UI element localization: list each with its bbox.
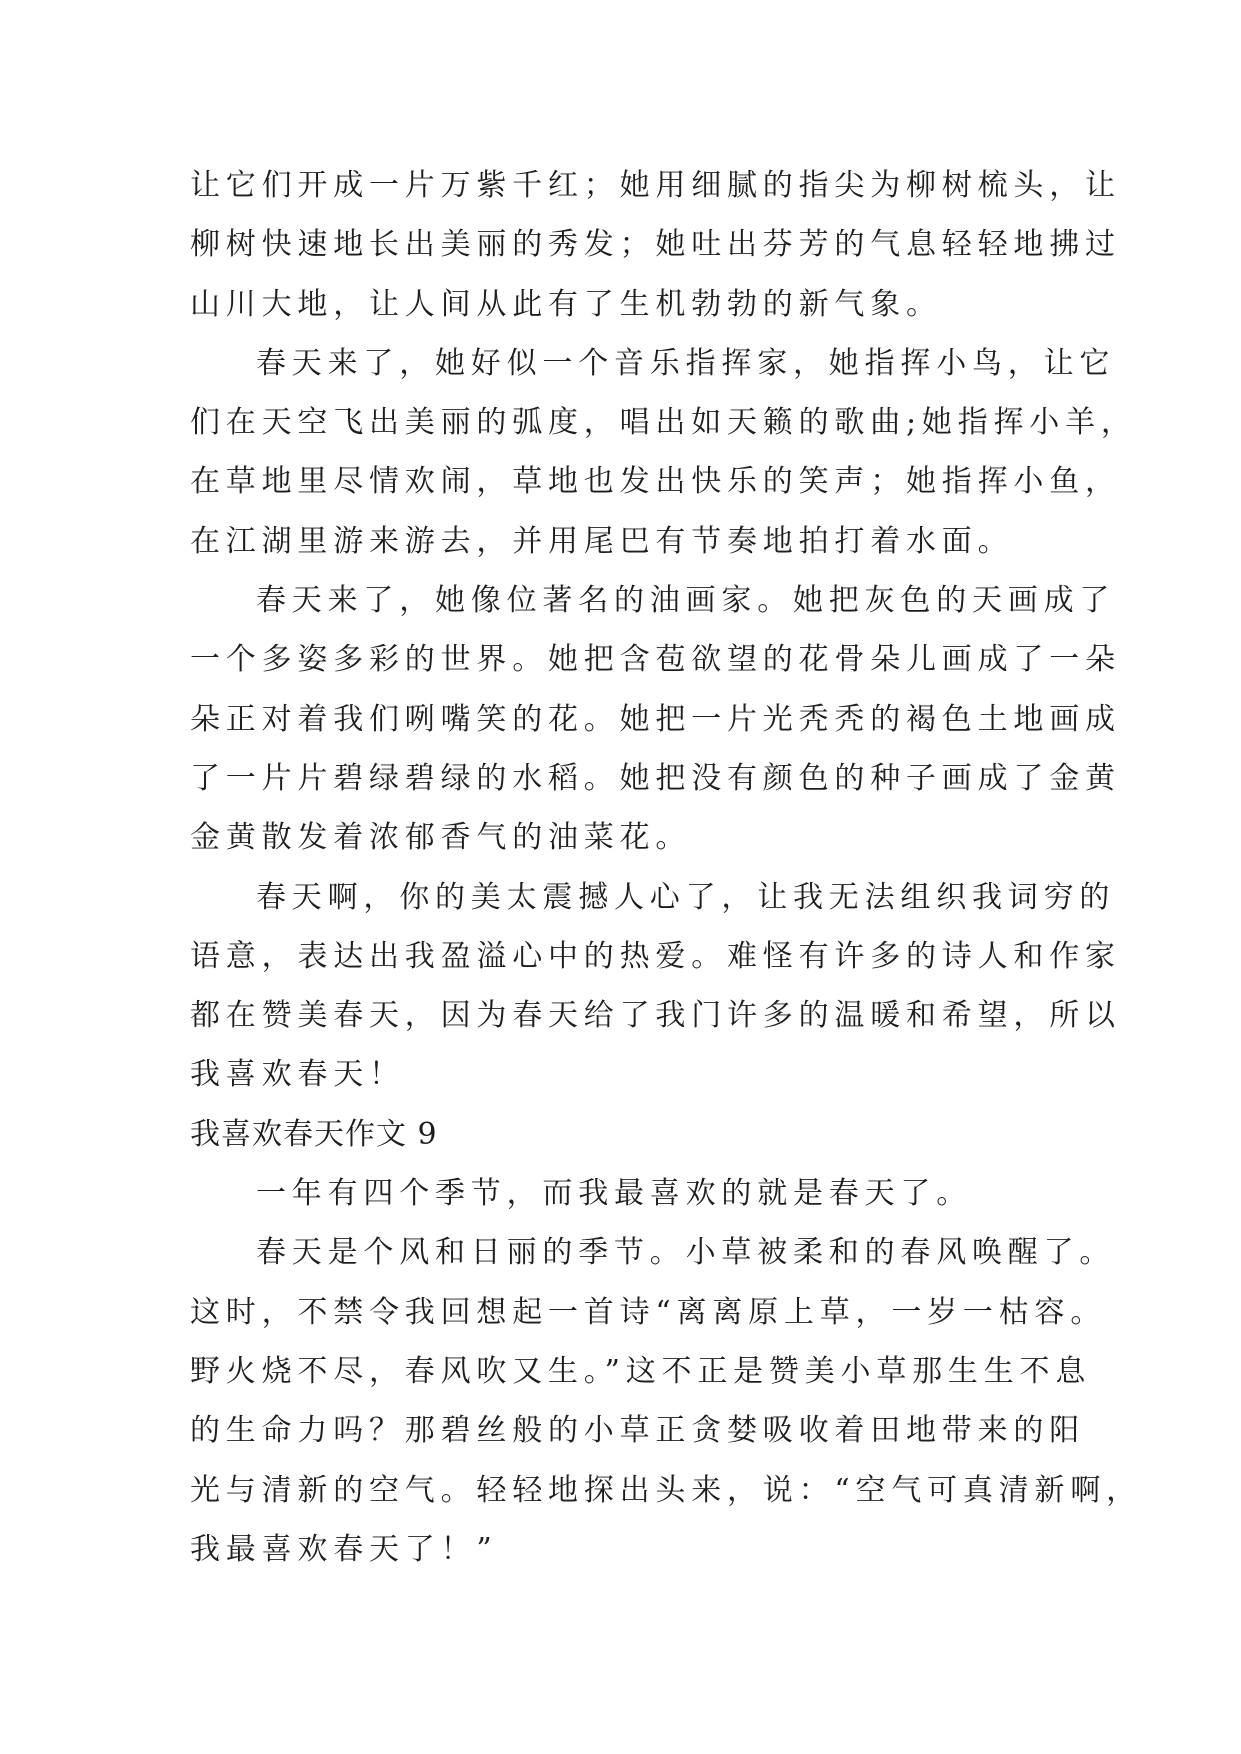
text-line: 在江湖里游来游去，并用尾巴有节奏地拍打着水面。 (190, 523, 1014, 559)
document-body (190, 156, 1142, 1579)
text-line: 春天啊，你的美太震撼人心了，让我无法组织我词穷的 (256, 879, 1116, 915)
text-line: 语意，表达出我盈溢心中的热爱。难怪有许多的诗人和作家 (190, 938, 1121, 974)
text-line: 我喜欢春天！ (190, 1057, 405, 1093)
text-line: 山川大地，让人间从此有了生机勃勃的新气象。 (190, 286, 942, 322)
text-line: 一年有四个季节，而我最喜欢的就是春天了。 (256, 1176, 972, 1212)
text-line: 让它们开成一片万紫千红；她用细腻的指尖为柳树梳头，让 (190, 168, 1121, 203)
text-line: 春天来了，她像位著名的油画家。她把灰色的天画成了 (256, 583, 1116, 619)
text-line: 柳树快速地长出美丽的秀发；她吐出芬芳的气息轻轻地拂过 (190, 227, 1121, 263)
text-line: 春天来了，她好似一个音乐指挥家，她指挥小鸟，让它 (256, 345, 1116, 381)
text-line: 朵正对着我们咧嘴笑的花。她把一片光秃秃的褐色土地画成 (190, 701, 1121, 737)
text-line: 了一片片碧绿碧绿的水稻。她把没有颜色的种子画成了金黄 (190, 760, 1121, 796)
text-line: 在草地里尽情欢闹，草地也发出快乐的笑声；她指挥小鱼， (190, 464, 1121, 500)
text-line: 一个多姿多彩的世界。她把含苞欲望的花骨朵儿画成了一朵 (190, 642, 1121, 678)
text-line: 金黄散发着浓郁香气的油菜花。 (190, 820, 692, 856)
text-line: 我最喜欢春天了！” (190, 1531, 498, 1567)
text-line: 光与清新的空气。轻轻地探出头来，说：“空气可真清新啊， (190, 1472, 1142, 1508)
text-line: 们在天空飞出美丽的弧度，唱出如天籁的歌曲;她指挥小羊， (190, 405, 1137, 441)
text-line: 这时，不禁令我回想起一首诗“离离原上草，一岁一枯容。 (190, 1294, 1107, 1330)
text-line: 的生命力吗？那碧丝般的小草正贪婪吸收着田地带来的阳 (190, 1413, 1085, 1449)
section-heading: 我喜欢春天作文 9 (190, 1116, 438, 1152)
text-line: 春天是个风和日丽的季节。小草被柔和的春风唤醒了。 (256, 1235, 1116, 1271)
text-line: 都在赞美春天，因为春天给了我门许多的温暖和希望，所以 (190, 998, 1121, 1034)
text-line: 野火烧不尽，春风吹又生。”这不正是赞美小草那生生不息 (190, 1353, 1092, 1389)
